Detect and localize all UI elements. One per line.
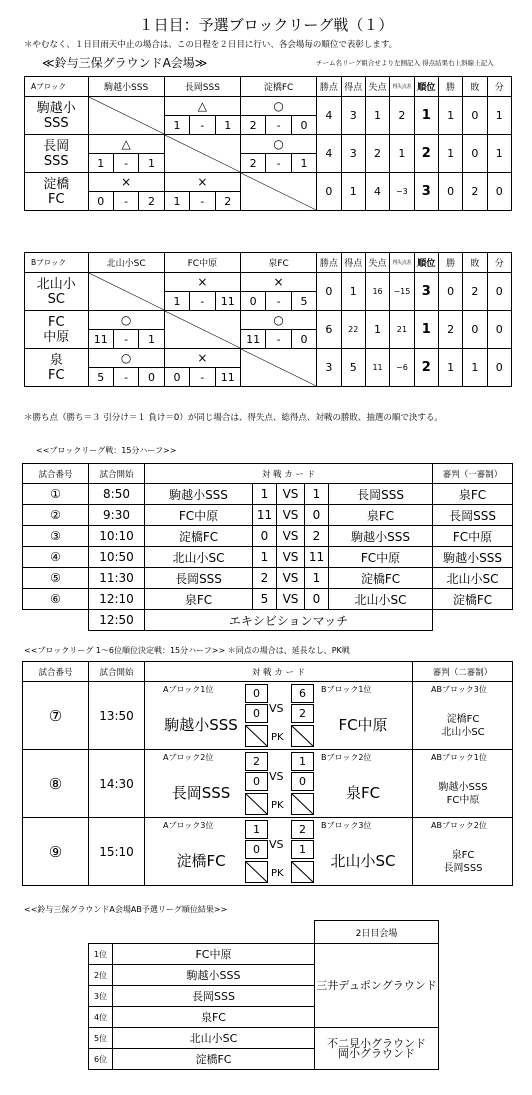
result-team: 泉FC [113, 1007, 315, 1028]
lose-header: 敗 [463, 77, 487, 97]
score-dash: - [266, 292, 291, 311]
goals-against-value: 11 [365, 349, 389, 387]
vs-label: VS [269, 838, 284, 851]
home-score: 1 [253, 547, 277, 568]
match-row [23, 568, 513, 589]
points-value: 3 [317, 349, 341, 387]
draw-value: 0 [487, 173, 511, 211]
score-dash: - [266, 154, 291, 173]
a-block-rank: Aブロック1位 [163, 685, 214, 694]
score-dash: - [190, 116, 215, 135]
pk-label: PK [271, 868, 284, 879]
away-team: 泉FC [329, 505, 433, 526]
final-row [23, 818, 513, 886]
final-heading: <<ブロックリーグ 1～6位順位決定戦：15分ハーフ>> ＊同点の場合は、延長なし、PK戦 [24, 646, 350, 655]
team-header: FC中原 [164, 253, 240, 273]
away-score: 11 [305, 547, 329, 568]
referee: 北山小SC [441, 727, 485, 738]
score-dash: - [113, 154, 138, 173]
score: 1 [88, 154, 113, 173]
a-score: 0 [245, 684, 268, 703]
match-card-header: 対 戦 カ ー ド [145, 464, 433, 484]
referee-cell [413, 682, 513, 750]
result-symbol: △ [164, 97, 240, 116]
result-team: 長岡SSS [113, 986, 315, 1007]
away-team: 北山小SC [329, 589, 433, 610]
match-no-header: 試合番号 [23, 464, 89, 484]
points-value: 4 [317, 135, 341, 173]
match-no: ⑥ [23, 589, 89, 610]
referee: 淀橋FC [446, 714, 480, 725]
a-pk-score: 0 [245, 840, 268, 859]
match-card [145, 750, 413, 818]
rank-value: 1 [414, 97, 438, 135]
match-no-header: 試合番号 [23, 662, 89, 682]
result-symbol: ○ [240, 135, 316, 154]
match-row [23, 484, 513, 505]
vs-label: VS [277, 526, 305, 547]
away-team: FC中原 [329, 547, 433, 568]
referee-header: 審判（一審制） [433, 464, 513, 484]
goal-diff-value: 2 [390, 97, 414, 135]
team-header: 泉FC [240, 253, 316, 273]
points-value: 4 [317, 97, 341, 135]
start-time: 14:30 [89, 750, 145, 818]
rank-value: 3 [414, 173, 438, 211]
score-dash: - [113, 368, 138, 387]
b-team: FC中原 [338, 716, 388, 734]
exhibition-row [23, 610, 513, 631]
draw-header: 分 [487, 77, 511, 97]
vs-label: VS [277, 589, 305, 610]
match-no: ④ [23, 547, 89, 568]
team-header: 淀橋FC [240, 77, 316, 97]
b-score: 2 [291, 820, 314, 839]
pk-slash [245, 793, 268, 815]
pk-slash [245, 725, 268, 747]
b-score: 1 [291, 752, 314, 771]
team-header: 駒越小SSS [88, 77, 164, 97]
vs-label: VS [277, 484, 305, 505]
referee-header: 審判（二審制） [413, 662, 513, 682]
day2-venue: 三井デュポングラウンド [315, 944, 439, 1028]
rank-header: 順位 [414, 77, 438, 97]
win-value: 0 [438, 173, 462, 211]
score: 11 [240, 330, 265, 349]
match-row [23, 505, 513, 526]
score: 11 [215, 368, 240, 387]
lose-header: 敗 [463, 253, 487, 273]
a-pk-score: 0 [245, 772, 268, 791]
score: 1 [164, 192, 189, 211]
start-time: 8:50 [89, 484, 145, 505]
result-position: 5位 [89, 1028, 113, 1049]
result-symbol: × [88, 173, 164, 192]
start-time: 10:10 [89, 526, 145, 547]
self-match-cell [88, 273, 164, 311]
rank-value: 2 [414, 349, 438, 387]
match-no: ① [23, 484, 89, 505]
result-row [89, 1028, 439, 1049]
home-score: 11 [253, 505, 277, 526]
score: 5 [88, 368, 113, 387]
result-position: 6位 [89, 1049, 113, 1070]
home-team: 泉FC [145, 589, 253, 610]
score: 2 [240, 116, 265, 135]
score-dash: - [113, 330, 138, 349]
team-header: 長岡SSS [164, 77, 240, 97]
points-header: 勝点 [317, 77, 341, 97]
match-no: ③ [23, 526, 89, 547]
result-row [89, 944, 439, 965]
draw-header: 分 [487, 253, 511, 273]
home-team: FC中原 [145, 505, 253, 526]
self-match-cell [240, 173, 316, 211]
b-score: 6 [291, 684, 314, 703]
b-pk-score: 1 [291, 840, 314, 859]
score-dash: - [266, 330, 291, 349]
score-dash: - [190, 292, 215, 311]
lose-value: 2 [463, 173, 487, 211]
a-team: 駒越小SSS [164, 716, 238, 734]
entry-hint: チーム名リーグ組合せより左側記入 得点結果右上斜線上記入 [316, 59, 494, 67]
win-value: 2 [438, 311, 462, 349]
goals-for-value: 1 [341, 273, 365, 311]
goal-diff-value: −3 [390, 173, 414, 211]
ref-rank: ABブロック2位 [431, 821, 487, 830]
home-team: 駒越小SSS [145, 484, 253, 505]
score: 0 [240, 292, 265, 311]
start-time: 10:50 [89, 547, 145, 568]
results-table [88, 920, 439, 1070]
points-value: 6 [317, 311, 341, 349]
rank-value: 3 [414, 273, 438, 311]
page-title: １日目：予選ブロックリーグ戦（１） [138, 16, 394, 34]
b-team: 泉FC [345, 784, 381, 802]
match-card [145, 818, 413, 886]
team-name: 泉 FC [25, 349, 89, 387]
score: 11 [215, 292, 240, 311]
a-block-rank: Aブロック2位 [163, 753, 214, 762]
points-header: 勝点 [317, 253, 341, 273]
goals-for-header: 得点 [341, 77, 365, 97]
score: 1 [139, 154, 164, 173]
match-card [145, 682, 413, 750]
result-symbol: ○ [88, 349, 164, 368]
home-score: 2 [253, 568, 277, 589]
self-match-cell [88, 97, 164, 135]
away-team: 駒越小SSS [329, 526, 433, 547]
result-symbol: △ [88, 135, 164, 154]
result-position: 1位 [89, 944, 113, 965]
pk-label: PK [271, 732, 284, 743]
result-symbol: ○ [240, 97, 316, 116]
start-time: 11:30 [89, 568, 145, 589]
final-row [23, 750, 513, 818]
win-value: 1 [438, 349, 462, 387]
result-symbol: × [164, 173, 240, 192]
result-symbol: × [240, 273, 316, 292]
block-a-table [24, 76, 512, 211]
points-value: 0 [317, 173, 341, 211]
result-team: 淀橋FC [113, 1049, 315, 1070]
match-row [23, 547, 513, 568]
b-pk-score: 2 [291, 704, 314, 723]
referee: 長岡SSS [433, 505, 513, 526]
pk-slash [291, 793, 314, 815]
score: 11 [88, 330, 113, 349]
goals-for-value: 5 [341, 349, 365, 387]
home-score: 1 [253, 484, 277, 505]
result-symbol: × [164, 349, 240, 368]
score: 2 [215, 192, 240, 211]
referee: 淀橋FC [433, 589, 513, 610]
start-header: 試合開始 [89, 464, 145, 484]
lose-value: 0 [463, 135, 487, 173]
lose-value: 0 [463, 311, 487, 349]
draw-value: 1 [487, 135, 511, 173]
score-dash: - [190, 368, 215, 387]
score: 1 [215, 116, 240, 135]
referee: 長岡SSS [443, 863, 483, 874]
result-symbol: × [164, 273, 240, 292]
a-team: 長岡SSS [171, 784, 231, 802]
goals-for-value: 3 [341, 135, 365, 173]
result-team: FC中原 [113, 944, 315, 965]
result-symbol: ○ [88, 311, 164, 330]
a-pk-score: 0 [245, 704, 268, 723]
rank-header: 順位 [414, 253, 438, 273]
lose-value: 0 [463, 97, 487, 135]
draw-value: 0 [487, 311, 511, 349]
rain-note: ＊やむなく、１日目雨天中止の場合は、この日程を２日目に行い、各会場毎の順位で表彰します。 [24, 40, 398, 50]
a-score: 1 [245, 820, 268, 839]
match-row [23, 526, 513, 547]
team-name: FC 中原 [25, 311, 89, 349]
goals-against-value: 1 [365, 97, 389, 135]
draw-value: 0 [487, 273, 511, 311]
start-time: 12:10 [89, 589, 145, 610]
team-name: 駒越小 SSS [25, 97, 89, 135]
start-time: 13:50 [89, 682, 145, 750]
rank-value: 2 [414, 135, 438, 173]
score-dash: - [266, 116, 291, 135]
schedule-heading: <<ブロックリーグ戦：15分ハーフ>> [36, 446, 177, 455]
a-block-rank: Aブロック3位 [163, 821, 214, 830]
goals-for-value: 1 [341, 173, 365, 211]
win-value: 1 [438, 135, 462, 173]
win-header: 勝 [438, 77, 462, 97]
match-card-header: 対 戦 カ ー ド [145, 662, 413, 682]
exhibition-label: エキシビションマッチ [145, 610, 433, 631]
vs-label: VS [269, 770, 284, 783]
match-no: ② [23, 505, 89, 526]
win-value: 1 [438, 97, 462, 135]
self-match-cell [240, 349, 316, 387]
win-value: 0 [438, 273, 462, 311]
score: 1 [164, 116, 189, 135]
away-team: 長岡SSS [329, 484, 433, 505]
match-no: ⑨ [23, 818, 89, 886]
b-block-rank: Bブロック3位 [321, 821, 372, 830]
goals-against-header: 失点 [365, 77, 389, 97]
b-block-rank: Bブロック1位 [321, 685, 372, 694]
self-match-cell [164, 311, 240, 349]
start-time: 9:30 [89, 505, 145, 526]
block-b-table [24, 252, 512, 387]
score: 1 [291, 154, 316, 173]
score-dash: - [113, 192, 138, 211]
away-score: 2 [305, 526, 329, 547]
referee-cell [413, 818, 513, 886]
points-value: 0 [317, 273, 341, 311]
match-row [23, 589, 513, 610]
ref-rank: ABブロック3位 [431, 685, 487, 694]
result-position: 4位 [89, 1007, 113, 1028]
team-header: 北山小SC [88, 253, 164, 273]
goals-against-value: 2 [365, 135, 389, 173]
result-team: 駒越小SSS [113, 965, 315, 986]
ref-rank: ABブロック1位 [431, 753, 487, 762]
goals-for-value: 22 [341, 311, 365, 349]
vs-label: VS [277, 547, 305, 568]
referee: 泉FC [451, 850, 475, 861]
pk-slash [291, 725, 314, 747]
home-score: 5 [253, 589, 277, 610]
day2-venue: 不二見小グラウンド 岡小グラウンド [315, 1028, 439, 1070]
score: 0 [139, 368, 164, 387]
day2-venue-header: 2日目会場 [315, 921, 439, 944]
score: 0 [88, 192, 113, 211]
away-score: 1 [305, 484, 329, 505]
referee: FC中原 [446, 795, 480, 806]
team-name: 淀橋 FC [25, 173, 89, 211]
home-team: 淀橋FC [145, 526, 253, 547]
goal-diff-value: −15 [390, 273, 414, 311]
home-team: 長岡SSS [145, 568, 253, 589]
a-score: 2 [245, 752, 268, 771]
goals-for-header: 得点 [341, 253, 365, 273]
start-time: 12:50 [89, 610, 145, 631]
goal-diff-value: −6 [390, 349, 414, 387]
draw-value: 1 [487, 97, 511, 135]
goal-diff-header: 得失点差 [390, 77, 414, 97]
rank-value: 1 [414, 311, 438, 349]
block-label: Aブロック [25, 77, 89, 97]
score-dash: - [190, 192, 215, 211]
pk-label: PK [271, 800, 284, 811]
goal-diff-value: 21 [390, 311, 414, 349]
venue-title: ≪鈴与三保グラウンドA会場≫ [42, 56, 208, 70]
goals-against-value: 1 [365, 311, 389, 349]
b-pk-score: 0 [291, 772, 314, 791]
result-position: 2位 [89, 965, 113, 986]
referee: FC中原 [433, 526, 513, 547]
score: 0 [164, 368, 189, 387]
score: 2 [139, 192, 164, 211]
score: 1 [139, 330, 164, 349]
goals-against-value: 4 [365, 173, 389, 211]
final-table [22, 661, 513, 886]
results-heading: <<鈴与三保グラウンドA会場AB予選リーグ順位結果>> [24, 905, 228, 914]
a-team: 淀橋FC [176, 852, 226, 870]
goals-against-value: 16 [365, 273, 389, 311]
vs-label: VS [269, 702, 284, 715]
vs-label: VS [277, 568, 305, 589]
home-score: 0 [253, 526, 277, 547]
win-header: 勝 [438, 253, 462, 273]
score: 5 [291, 292, 316, 311]
goal-diff-value: 1 [390, 135, 414, 173]
result-symbol: ○ [240, 311, 316, 330]
start-header: 試合開始 [89, 662, 145, 682]
block-label: Bブロック [25, 253, 89, 273]
referee-cell [413, 750, 513, 818]
result-position: 3位 [89, 986, 113, 1007]
score: 0 [291, 330, 316, 349]
away-score: 1 [305, 568, 329, 589]
result-team: 北山小SC [113, 1028, 315, 1049]
referee: 駒越小SSS [438, 782, 488, 793]
vs-label: VS [277, 505, 305, 526]
b-block-rank: Bブロック2位 [321, 753, 372, 762]
team-name: 北山小 SC [25, 273, 89, 311]
goals-for-value: 3 [341, 97, 365, 135]
referee: 駒越小SSS [433, 547, 513, 568]
pk-slash [291, 861, 314, 883]
match-no: ⑦ [23, 682, 89, 750]
pk-slash [245, 861, 268, 883]
goals-against-header: 失点 [365, 253, 389, 273]
match-no: ⑤ [23, 568, 89, 589]
score: 1 [164, 292, 189, 311]
team-name: 長岡 SSS [25, 135, 89, 173]
goal-diff-header: 得失点差 [390, 253, 414, 273]
draw-value: 0 [487, 349, 511, 387]
score: 2 [240, 154, 265, 173]
away-score: 0 [305, 505, 329, 526]
start-time: 15:10 [89, 818, 145, 886]
points-note: ＊勝ち点（勝ち＝３ 引分け＝１ 負け＝0）が同じ場合は、得失点、総得点、対戦の勝敗、抽選の順で決する。 [24, 413, 443, 423]
referee: 北山小SC [433, 568, 513, 589]
referee: 泉FC [433, 484, 513, 505]
self-match-cell [164, 135, 240, 173]
final-row [23, 682, 513, 750]
away-team: 淀橋FC [329, 568, 433, 589]
match-no: ⑧ [23, 750, 89, 818]
home-team: 北山小SC [145, 547, 253, 568]
b-team: 北山小SC [330, 852, 396, 870]
lose-value: 2 [463, 273, 487, 311]
score: 0 [291, 116, 316, 135]
away-score: 0 [305, 589, 329, 610]
schedule-table [22, 463, 513, 631]
lose-value: 1 [463, 349, 487, 387]
